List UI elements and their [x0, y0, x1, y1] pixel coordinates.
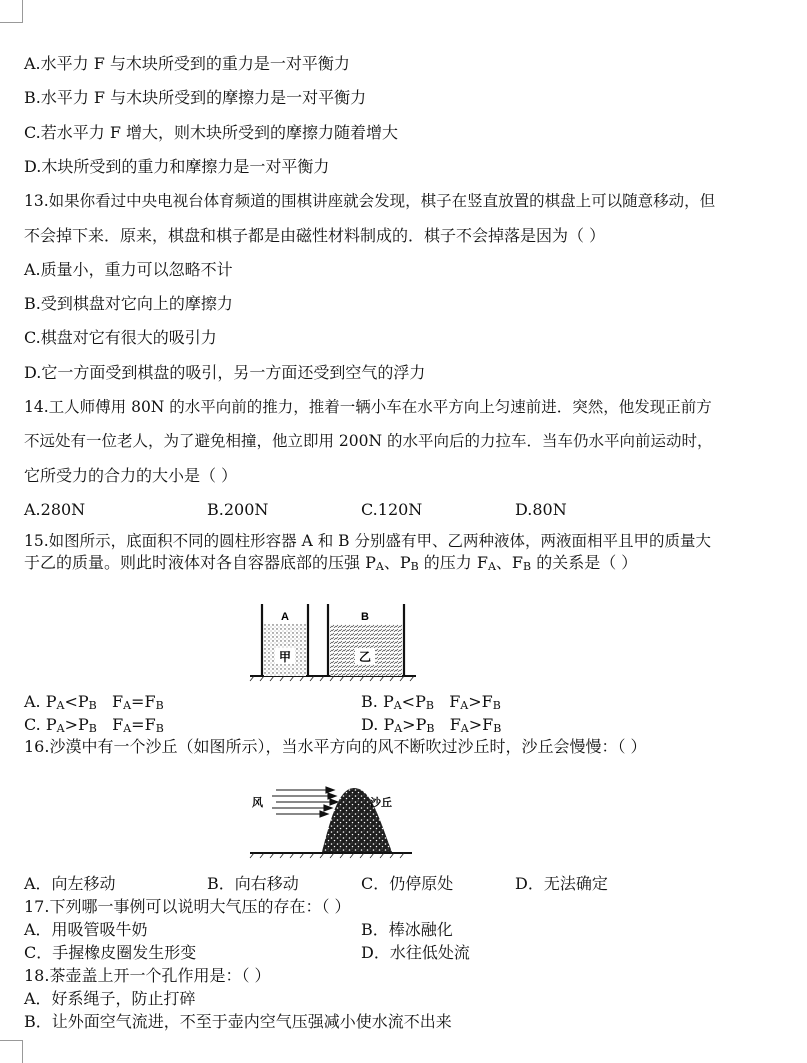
q13-stem-line2: 不会掉下来．原来，棋盘和棋子都是由磁性材料制成的．棋子不会掉落是因为（ ） — [24, 226, 606, 245]
q16-option-d: D．无法确定 — [515, 874, 608, 893]
q12-option-c: C.若水平力 F 增大，则木块所受到的摩擦力随着增大 — [24, 123, 399, 142]
wind-label: 风 — [252, 796, 263, 809]
q13-option-b: B.受到棋盘对它向上的摩擦力 — [24, 294, 233, 313]
q16-option-c: C．仍停原处 — [361, 874, 454, 893]
container-b-label: B — [361, 611, 369, 623]
q17-option-c: C．手握橡皮圈发生形变 — [24, 943, 197, 962]
q15-stem-line1: 15.如图所示，底面积不同的圆柱形容器 A 和 B 分别盛有甲、乙两种液体，两液面相平且甲的质量大 — [24, 532, 711, 550]
q14-option-b: B.200N — [207, 500, 269, 519]
q17-option-a: A．用吸管吸牛奶 — [24, 920, 148, 939]
container-a-label: A — [281, 611, 289, 623]
q15-stem-line2: 于乙的质量。则此时液体对各自容器底部的压强 $P_A$、$P_B$ 的压力 $F_A$、$F_B$ 的关系是（ ） — [24, 553, 638, 573]
q17-stem: 17.下列哪一事例可以说明大气压的存在：（ ） — [24, 897, 351, 916]
q15-option-b: B. $P_A<P_B$ $F_A>F_B$ — [361, 692, 501, 712]
q16-option-a: A．向左移动 — [24, 874, 116, 893]
q13-option-c: C.棋盘对它有很大的吸引力 — [24, 328, 217, 347]
q16-sand-dune-figure — [246, 782, 416, 860]
q15-option-a: A. $P_A<P_B$ $F_A=F_B$ — [24, 692, 164, 712]
q15-containers-figure — [248, 600, 418, 682]
liquid-a-label: 甲 — [278, 650, 292, 664]
q16-option-b: B．向右移动 — [207, 874, 299, 893]
q14-option-d: D.80N — [515, 500, 567, 519]
q13-option-d: D.它一方面受到棋盘的吸引，另一方面还受到空气的浮力 — [24, 363, 426, 382]
q15-option-c: C. $P_A>P_B$ $F_A=F_B$ — [24, 715, 164, 735]
q12-option-d: D.木块所受到的重力和摩擦力是一对平衡力 — [24, 157, 330, 176]
q12-option-b: B.水平力 F 与木块所受到的摩擦力是一对平衡力 — [24, 88, 367, 107]
q17-option-d: D．水往低处流 — [361, 943, 470, 962]
q14-option-c: C.120N — [361, 500, 423, 519]
q14-stem-line1: 14.工人师傅用 80N 的水平向前的推力，推着一辆小车在水平方向上匀速前进．突然，他发现正前方 — [24, 398, 712, 416]
q16-stem: 16.沙漠中有一个沙丘（如图所示），当水平方向的风不断吹过沙丘时，沙丘会慢慢：（ ） — [24, 737, 647, 756]
q13-option-a: A.质量小，重力可以忽略不计 — [24, 260, 233, 279]
q18-stem: 18.茶壶盖上开一个孔作用是：（ ） — [24, 966, 271, 985]
corner-mark-bottom-left — [0, 1040, 23, 1063]
wind-arrows — [272, 787, 338, 817]
q18-option-a: A．好系绳子，防止打碎 — [24, 989, 196, 1008]
q14-option-a: A.280N — [24, 500, 86, 519]
q18-option-b: B．让外面空气流进，不至于壶内空气压强减小使水流不出来 — [24, 1012, 452, 1031]
q15-option-d: D. $P_A>P_B$ $F_A>F_B$ — [361, 715, 502, 735]
q17-option-b: B．棒冰融化 — [361, 920, 453, 939]
q14-stem-line2: 不远处有一位老人，为了避免相撞，他立即用 200N 的水平向后的力拉车．当车仍水平向前运动时， — [24, 432, 713, 450]
q14-stem-line3: 它所受力的合力的大小是（ ） — [24, 466, 238, 485]
q12-option-a: A.水平力 F 与木块所受到的重力是一对平衡力 — [24, 54, 350, 73]
liquid-b-label: 乙 — [358, 650, 372, 664]
q13-stem-line1: 13.如果你看过中央电视台体育频道的围棋讲座就会发现，棋子在竖直放置的棋盘上可以随意移动，但 — [24, 192, 716, 210]
dune-label: 沙丘 — [370, 796, 392, 809]
corner-mark-top-left — [0, 0, 23, 23]
